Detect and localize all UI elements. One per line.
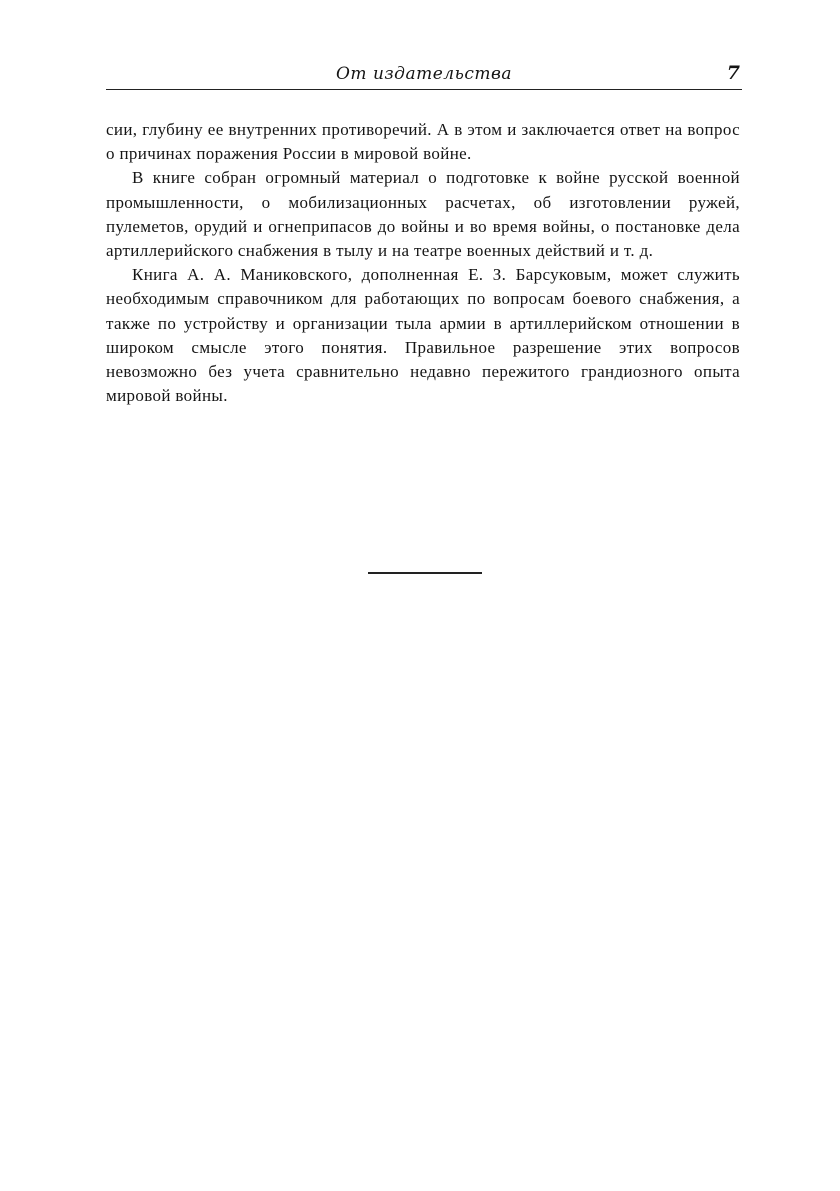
header-rule <box>106 89 742 90</box>
running-head <box>106 62 742 90</box>
running-title: От издательства <box>335 64 513 84</box>
body-text <box>106 118 740 408</box>
paragraph-continuation: сии, глубину ее внутренних противоречий. А в этом и заключается ответ на вопрос о причинах поражения России в мировой войне. <box>106 120 740 164</box>
paragraph-material: В книге собран огромный материал о подготовке к войне русской военной промышленности, о мобилизационных расчетах, об изготовлении ружей, пулеметов, орудий и огнеприпасов до войны и во время войны, о постановке дела артиллерийского снабжения в тылу и на театре военных действий и т. д. <box>106 168 740 261</box>
section-end-rule <box>368 572 482 574</box>
page-number: 7 <box>726 62 740 84</box>
paragraph-book-purpose: Книга А. А. Маниковского, дополненная Е. З. Барсуковым, может служить необходимым справочником для работающих по вопросам боевого снабжения, а также по устройству и организации тыла армии в артиллерийском отношении в широком смысле этого понятия. Правильное разрешение этих вопросов невозможно без учета сравнительно недавно пережитого грандиозного опыта мировой войны. <box>106 265 740 406</box>
